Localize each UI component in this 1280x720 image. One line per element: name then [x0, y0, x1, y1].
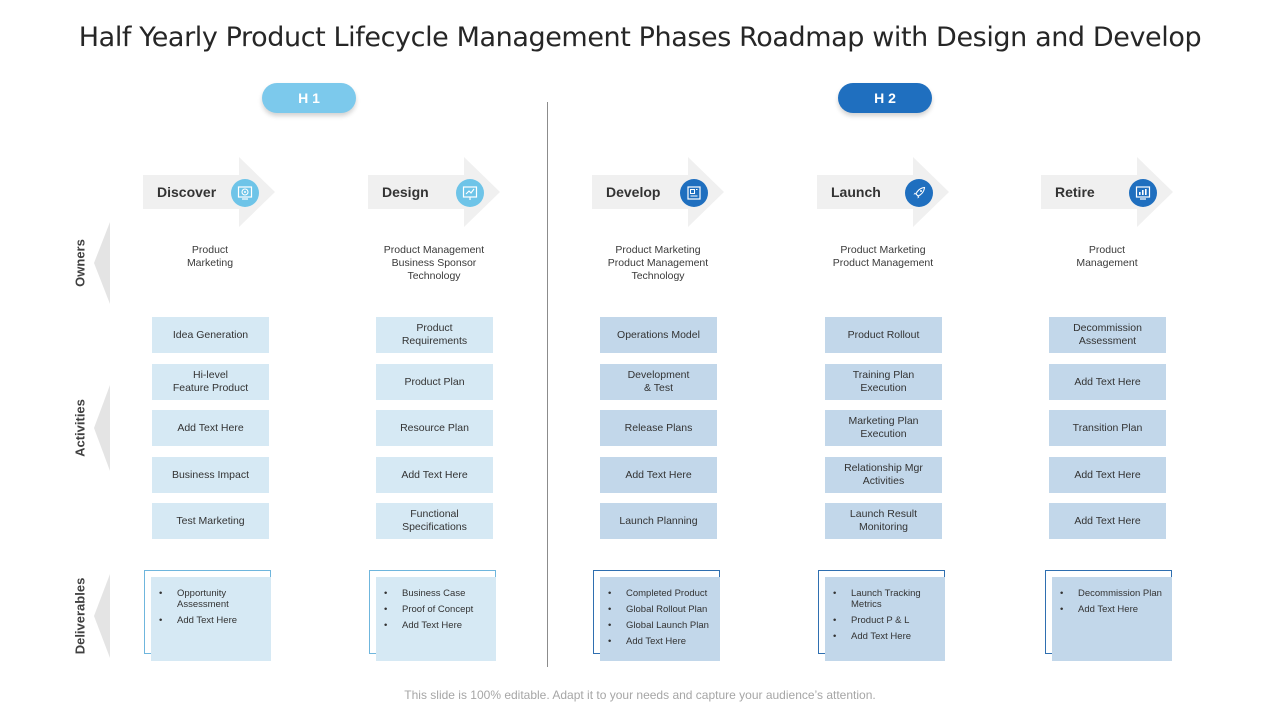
activity-box: Functional Specifications: [376, 503, 493, 539]
activity-box: Business Impact: [152, 457, 269, 493]
deliverable-list: [155, 588, 273, 631]
activity-box: Add Text Here: [152, 410, 269, 446]
phase-header-retire: [1041, 157, 1175, 227]
activity-box: Relationship Mgr Activities: [825, 457, 942, 493]
activity-box: Launch Planning: [600, 503, 717, 539]
activity-box: Product Requirements: [376, 317, 493, 353]
deliverable-list: [380, 588, 498, 636]
row-label-deliverables: [68, 574, 112, 658]
deliverables-launch: [818, 570, 945, 654]
activity-box: Add Text Here: [1049, 457, 1166, 493]
deliverable-item: • Proof of Concept: [380, 604, 498, 615]
owners-retire: [1037, 244, 1177, 270]
deliverable-item: • Add Text Here: [155, 615, 273, 626]
activity-box: Transition Plan: [1049, 410, 1166, 446]
owners-develop: [588, 244, 728, 283]
deliverable-item: • Opportunity Assessment: [155, 588, 273, 610]
phase-name: Launch: [831, 184, 881, 200]
design-board-icon: [456, 179, 484, 207]
activity-box: Release Plans: [600, 410, 717, 446]
row-chevron: [94, 385, 110, 471]
owner-line: Technology: [631, 270, 685, 282]
deliverable-list: [829, 588, 947, 647]
deliverable-item: • Business Case: [380, 588, 498, 599]
row-label-owners: [68, 222, 112, 304]
activity-box: Idea Generation: [152, 317, 269, 353]
owner-line: Product Marketing: [615, 244, 701, 256]
deliverable-item: • Add Text Here: [1056, 604, 1174, 615]
half-divider: [547, 102, 548, 667]
row-label-text: Activities: [72, 399, 88, 457]
blueprint-icon: [680, 179, 708, 207]
activity-box: Resource Plan: [376, 410, 493, 446]
activity-box: Add Text Here: [1049, 503, 1166, 539]
deliverables-develop: [593, 570, 720, 654]
activity-box: Add Text Here: [376, 457, 493, 493]
activity-box: Add Text Here: [1049, 364, 1166, 400]
phase-name: Design: [382, 184, 429, 200]
deliverable-item: • Decommission Plan: [1056, 588, 1174, 599]
owner-line: Product: [1088, 244, 1126, 256]
deliverable-item: • Add Text Here: [380, 620, 498, 631]
activity-box: Marketing Plan Execution: [825, 410, 942, 446]
activity-box: Hi-level Feature Product: [152, 364, 269, 400]
deliverables-design: [369, 570, 496, 654]
owner-line: Technology: [407, 270, 461, 282]
activity-box: Training Plan Execution: [825, 364, 942, 400]
activity-box: Add Text Here: [600, 457, 717, 493]
owner-line: Product: [191, 244, 229, 256]
deliverable-item: • Product P & L: [829, 615, 947, 626]
owner-line: Management: [1076, 257, 1138, 269]
deliverable-item: • Add Text Here: [604, 636, 722, 647]
owner-line: Product Marketing: [840, 244, 926, 256]
row-label-text: Deliverables: [72, 577, 88, 655]
owner-line: Product Management: [607, 257, 709, 269]
deliverable-item: • Completed Product: [604, 588, 722, 599]
phase-name: Retire: [1055, 184, 1095, 200]
phase-header-discover: [143, 157, 277, 227]
owner-line: Business Sponsor: [391, 257, 477, 269]
deliverable-item: • Global Launch Plan: [604, 620, 722, 631]
monitor-chart-icon: [1129, 179, 1157, 207]
row-label-activities: [68, 385, 112, 471]
phase-name: Develop: [606, 184, 661, 200]
activity-box: Operations Model: [600, 317, 717, 353]
phase-header-develop: [592, 157, 726, 227]
owners-launch: [813, 244, 953, 270]
footer-note: This slide is 100% editable. Adapt it to your needs and capture your audience’s attention.: [404, 688, 876, 702]
activity-box: Test Marketing: [152, 503, 269, 539]
owner-line: Marketing: [186, 257, 234, 269]
activity-box: Development & Test: [600, 364, 717, 400]
deliverable-list: [1056, 588, 1174, 620]
deliverable-item: • Global Rollout Plan: [604, 604, 722, 615]
activity-box: Decommission Assessment: [1049, 317, 1166, 353]
row-chevron: [94, 574, 110, 658]
phase-header-launch: [817, 157, 951, 227]
row-label-text: Owners: [72, 239, 88, 287]
owner-line: Product Management: [383, 244, 485, 256]
target-screen-icon: [231, 179, 259, 207]
deliverable-list: [604, 588, 722, 652]
phase-name: Discover: [157, 184, 217, 200]
owners-discover: [140, 244, 280, 270]
deliverables-retire: [1045, 570, 1172, 654]
deliverable-item: • Launch Tracking Metrics: [829, 588, 947, 610]
row-chevron: [94, 222, 110, 304]
deliverables-discover: [144, 570, 271, 654]
activity-box: Product Plan: [376, 364, 493, 400]
activity-box: Product Rollout: [825, 317, 942, 353]
owner-line: Product Management: [832, 257, 934, 269]
owners-design: [364, 244, 504, 283]
deliverable-item: • Add Text Here: [829, 631, 947, 642]
half-h2-badge: H 2: [838, 83, 932, 113]
half-h1-badge: H 1: [262, 83, 356, 113]
rocket-icon: [905, 179, 933, 207]
page-title: Half Yearly Product Lifecycle Management Phases Roadmap with Design and Develop: [78, 22, 1202, 53]
activity-box: Launch Result Monitoring: [825, 503, 942, 539]
phase-header-design: [368, 157, 502, 227]
